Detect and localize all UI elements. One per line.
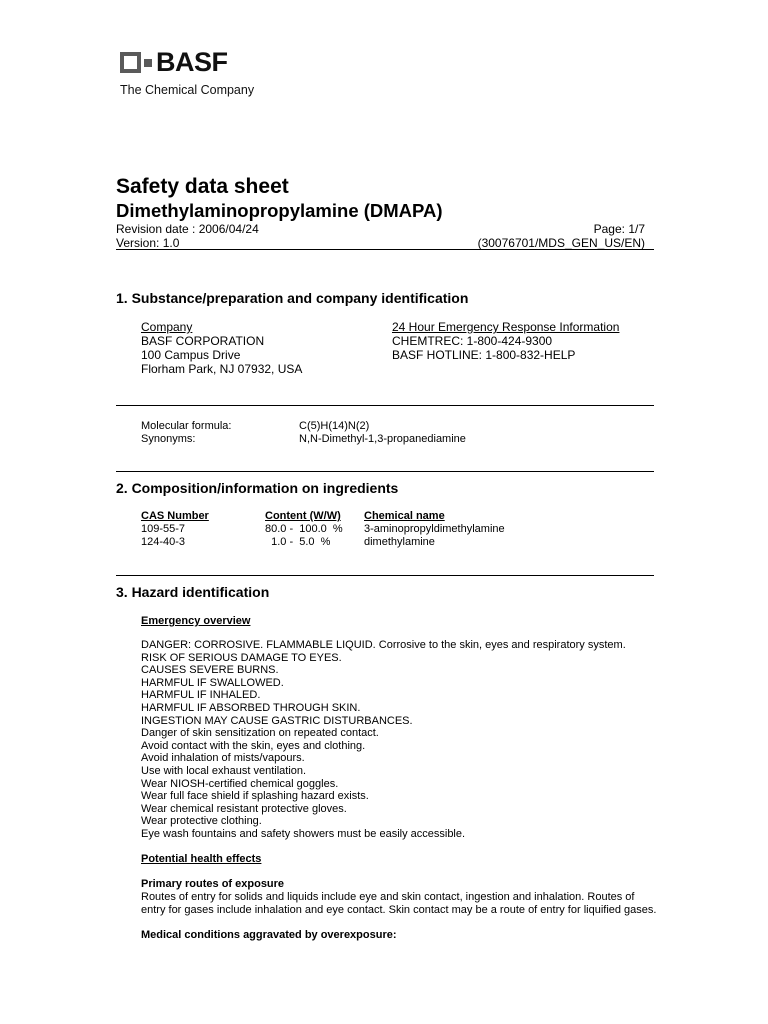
section-divider [116,471,654,472]
revision-date: Revision date : 2006/04/24 [116,222,259,236]
overview-line: HARMFUL IF INHALED. [141,689,261,702]
column-header-content: Content (W/W) [265,510,341,522]
emergency-label: 24 Hour Emergency Response Information [392,320,620,334]
overview-line: Avoid inhalation of mists/vapours. [141,752,305,765]
product-name: Dimethylaminopropylamine (DMAPA) [116,200,443,221]
overview-line: Danger of skin sensitization on repeated contact. [141,727,379,740]
molecular-formula-value: C(5)H(14)N(2) [299,420,370,432]
overview-line: Wear NIOSH-certified chemical goggles. [141,777,339,790]
column-header-chemical-name: Chemical name [364,510,445,522]
company-line: Florham Park, NJ 07932, USA [141,361,303,376]
emergency-line: CHEMTREC: 1-800-424-9300 [392,333,553,348]
medical-conditions-heading: Medical conditions aggravated by overexposure: [141,929,397,941]
section-2-heading: 2. Composition/information on ingredients [116,480,399,496]
company-label: Company [141,320,193,334]
primary-routes-text: Routes of entry for solids and liquids include eye and skin contact, ingestion and inhalation. Routes of entry for gases include inhalation and eye contact. Skin contact may be a route of entry for liquified gases. [141,891,657,916]
logo-brand-text: BASF [156,47,228,77]
emergency-overview-heading: Emergency overview [141,615,251,627]
cas-number-cell: 109-55-7 [141,522,186,535]
content-cell: 1.0 - 5.0 % [265,535,331,548]
overview-line: HARMFUL IF SWALLOWED. [141,676,284,689]
overview-line: Wear chemical resistant protective gloves. [141,802,347,815]
section-divider [116,405,654,406]
column-header-cas: CAS Number [141,510,209,522]
table-header-row [141,510,505,523]
overview-line: Wear full face shield if splashing hazard exists. [141,790,369,803]
table-row [141,523,505,536]
chemical-name-cell: dimethylamine [364,535,435,548]
page-number: Page: 1/7 [593,222,645,236]
overview-line: CAUSES SEVERE BURNS. [141,664,279,677]
document-id: (30076701/MDS_GEN_US/EN) [477,236,645,250]
molecular-formula-label: Molecular formula: [141,420,232,432]
overview-line: Use with local exhaust ventilation. [141,764,307,777]
emergency-info [392,321,619,363]
emergency-overview-list [141,639,626,841]
logo-dot-icon [144,59,152,67]
potential-health-effects-heading: Potential health effects [141,853,262,865]
chemical-name-cell: 3-aminopropyldimethylamine [364,522,505,535]
synonyms-value: N,N-Dimethyl-1,3-propanediamine [299,432,466,445]
overview-line: HARMFUL IF ABSORBED THROUGH SKIN. [141,701,361,714]
company-line: 100 Campus Drive [141,347,241,362]
section-divider [116,575,654,576]
version: Version: 1.0 [116,236,180,250]
content-cell: 80.0 - 100.0 % [265,522,343,535]
table-row [141,536,505,549]
composition-table [141,510,505,548]
overview-line: DANGER: CORROSIVE. FLAMMABLE LIQUID. Corrosive to the skin, eyes and respiratory system. [141,639,626,651]
company-line: BASF CORPORATION [141,333,265,348]
basf-logo [120,49,228,76]
logo-tagline: The Chemical Company [120,83,255,97]
emergency-line: BASF HOTLINE: 1-800-832-HELP [392,347,576,362]
header-divider [116,249,654,250]
overview-line: RISK OF SERIOUS DAMAGE TO EYES. [141,651,342,664]
section-3-heading: 3. Hazard identification [116,584,270,600]
document-title: Safety data sheet [116,175,289,198]
logo-square-icon [120,52,141,73]
primary-routes-heading: Primary routes of exposure [141,878,285,890]
overview-line: Avoid contact with the skin, eyes and clothing. [141,739,366,752]
company-info [141,321,302,377]
cas-number-cell: 124-40-3 [141,535,186,548]
overview-line: Eye wash fountains and safety showers must be easily accessible. [141,827,466,840]
overview-line: Wear protective clothing. [141,815,262,828]
molecular-labels [141,420,231,445]
overview-line: INGESTION MAY CAUSE GASTRIC DISTURBANCES. [141,714,413,727]
molecular-values [299,420,466,445]
synonyms-label: Synonyms: [141,432,196,445]
page-info-block [478,222,645,250]
section-1-heading: 1. Substance/preparation and company identification [116,290,469,306]
revision-block [116,222,259,250]
